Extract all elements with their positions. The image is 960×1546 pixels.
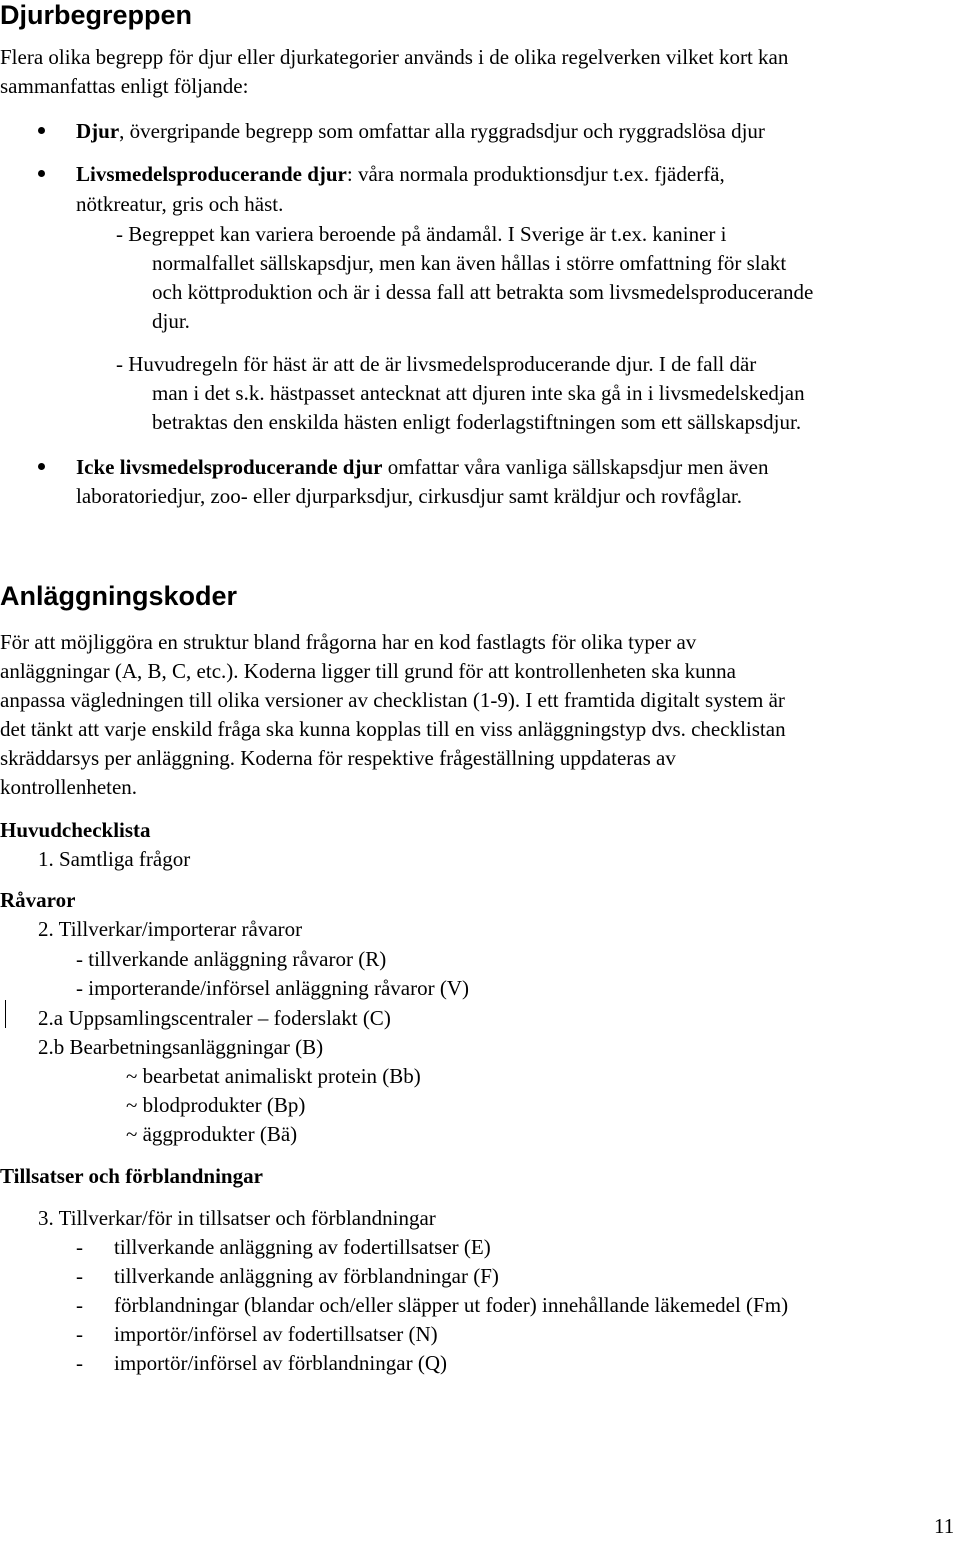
tillsats-sub-e: tillverkande anläggning av fodertillsatser (E) (114, 1235, 491, 1259)
tillsats-sub-n: importör/införsel av fodertillsatser (N) (114, 1322, 438, 1346)
dash-marker: - (76, 1264, 83, 1288)
term-djur: Djur (76, 119, 120, 143)
dash-marker: - (76, 1293, 83, 1317)
para-line-5: skräddarsys per anläggning. Koderna för respektive frågeställning uppdateras av (0, 746, 676, 770)
sub-note-1-line-3: och köttproduktion och är i dessa fall att betrakta som livsmedelsproducerande (152, 280, 814, 304)
section-title-djurbegreppen: Djurbegreppen (0, 0, 193, 30)
definition-icke-livsmedelsproducerande: omfattar våra vanliga sällskapsdjur men även (382, 455, 769, 479)
definition-icke-livsmedelsproducerande-line2: laboratoriedjur, zoo- eller djurparksdjur, cirkusdjur samt kräldjur och rovfåglar. (76, 484, 743, 508)
sub-note-2-line-3: betraktas den enskilda hästen enligt foderlagstiftningen som ett sällskapsdjur. (152, 410, 802, 434)
ravaror-sub-v: - importerande/införsel anläggning råvaror (V) (76, 976, 470, 1000)
page-number: 11 (934, 1514, 955, 1538)
change-bar (5, 1000, 6, 1028)
ravaror-item-2a: 2.a Uppsamlingscentraler – foderslakt (C) (38, 1006, 391, 1030)
sub-note-2-line-2: man i det s.k. hästpasset antecknat att djuren inte ska gå in i livsmedelskedjan (152, 381, 805, 405)
tillsats-sub-f: tillverkande anläggning av förblandningar (F) (114, 1264, 499, 1288)
sub-note-1-line-1: - Begreppet kan variera beroende på ändamål. I Sverige är t.ex. kaniner i (116, 222, 727, 246)
para-line-4: det tänkt att varje enskild fråga ska kunna kopplas till en viss anläggningstyp dvs. checklistan (0, 717, 786, 741)
list-item-icke-livsmedelsproducerande (76, 453, 768, 482)
para-line-2: anläggningar (A, B, C, etc.). Koderna ligger till grund för att kontrollenheten ska kunna (0, 659, 736, 683)
section-title-anlaggningskoder: Anläggningskoder (0, 581, 238, 611)
definition-livsmedelsproducerande-line2: nötkreatur, gris och häst. (76, 192, 284, 216)
heading-tillsatser: Tillsatser och förblandningar (0, 1164, 263, 1188)
sub-note-1-line-4: djur. (152, 309, 190, 333)
dash-marker: - (76, 1322, 83, 1346)
ravaror-sub-bp: ~ blodprodukter (Bp) (126, 1093, 306, 1117)
heading-ravaror: Råvaror (0, 888, 76, 912)
bullet-icon (38, 463, 45, 470)
dash-marker: - (76, 1235, 83, 1259)
intro-line-1: Flera olika begrepp för djur eller djurkategorier används i de olika regelverken vilket kort kan (0, 45, 789, 69)
bullet-icon (38, 170, 45, 177)
ravaror-item-2b: 2.b Bearbetningsanläggningar (B) (38, 1035, 324, 1059)
para-line-6: kontrollenheten. (0, 775, 138, 799)
definition-livsmedelsproducerande: : våra normala produktionsdjur t.ex. fjäderfä, (346, 162, 725, 186)
sub-note-1-line-2: normalfallet sällskapsdjur, men kan även hållas i större omfattning för slakt (152, 251, 787, 275)
huvud-item-1: 1. Samtliga frågor (38, 847, 191, 871)
definition-djur: , övergripande begrepp som omfattar alla ryggradsdjur och ryggradslösa djur (119, 119, 765, 143)
ravaror-sub-r: - tillverkande anläggning råvaror (R) (76, 947, 387, 971)
ravaror-item-2: 2. Tillverkar/importerar råvaror (38, 917, 303, 941)
tillsats-item-3: 3. Tillverkar/för in tillsatser och förblandningar (38, 1206, 436, 1230)
ravaror-sub-bb: ~ bearbetat animaliskt protein (Bb) (126, 1064, 421, 1088)
term-livsmedelsproducerande: Livsmedelsproducerande djur (76, 162, 347, 186)
list-item-djur (76, 117, 765, 146)
intro-line-2: sammanfattas enligt följande: (0, 74, 249, 98)
list-item-livsmedelsproducerande (76, 160, 725, 189)
tillsats-sub-fm: förblandningar (blandar och/eller släpper ut foder) innehållande läkemedel (Fm) (114, 1293, 789, 1317)
tillsats-sub-q: importör/införsel av förblandningar (Q) (114, 1351, 447, 1375)
heading-huvudchecklista: Huvudchecklista (0, 818, 151, 842)
bullet-icon (38, 127, 45, 134)
dash-marker: - (76, 1351, 83, 1375)
para-line-1: För att möjliggöra en struktur bland frågorna har en kod fastlagts för olika typer av (0, 630, 697, 654)
sub-note-2-line-1: - Huvudregeln för häst är att de är livsmedelsproducerande djur. I de fall där (116, 352, 757, 376)
term-icke-livsmedelsproducerande: Icke livsmedelsproducerande djur (76, 455, 383, 479)
para-line-3: anpassa vägledningen till olika versioner av checklistan (1-9). I ett framtida digitalt system är (0, 688, 785, 712)
ravaror-sub-ba: ~ äggprodukter (Bä) (126, 1122, 298, 1146)
